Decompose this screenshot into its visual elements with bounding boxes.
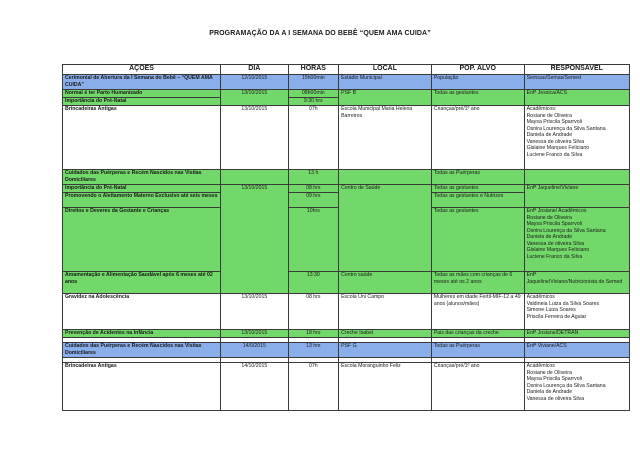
cell-horas: 08 hrs <box>288 294 339 330</box>
column-header-dia: DIA <box>221 65 288 75</box>
cell-responsavel: Enfª Jaqueline/Viviane/Nutricionista de Semed <box>524 272 629 294</box>
schedule-table <box>62 64 630 411</box>
cell-acao: Brincadeiras Antigas <box>63 363 221 411</box>
cell-local: PSF B <box>339 90 432 106</box>
cell-dia: 13/10/2015 <box>221 90 288 106</box>
cell-local <box>339 170 432 185</box>
cell-dia: 13/10/2015 <box>221 106 288 170</box>
cell-horas: 07h <box>288 106 339 170</box>
cell-pop-alvo: Crianças/pré/1º ano <box>431 106 524 170</box>
page-title: PROGRAMAÇÃO DA A I SEMANA DO BEBÊ “QUEM AMA CUIDA” <box>209 30 431 37</box>
cell-acao: Direitos e Deveres da Gestante e Crianças <box>63 208 221 272</box>
cell-dia: 13/10/2015 <box>221 330 288 338</box>
cell-responsavel: Enfª Jaqueline/Viviane <box>524 185 629 208</box>
cell-acao: Brincadeiras Antigas <box>63 106 221 170</box>
table-row <box>63 294 630 330</box>
column-header-pop-alvo: POP. ALVO <box>431 65 524 75</box>
table-row <box>63 90 630 98</box>
cell-horas: 15h00min <box>288 75 339 90</box>
cell-pop-alvo: Todas as gestantes <box>431 208 524 272</box>
cell-responsavel: Enfª Josiane/DETRAN <box>524 330 629 338</box>
cell-acao: Normal é ter Parto Humanizado <box>63 90 221 98</box>
cell-local: Creche Isabel <box>339 330 432 338</box>
cell-local: Centro saúde <box>339 272 432 294</box>
cell-local: Escola Uni Campo <box>339 294 432 330</box>
cell-responsavel: Enfª Josiane/ Acadêmicos Rosiane de Oliveira Maysa Priscila Sparrvoli Osnira Lourença da Silva Santana Daniela de Andrade Vanessa de oliveira Silva Gislaine Marques Feliciano Luciene Franco da Silva <box>524 208 629 272</box>
cell-acao: Gravidez na Adolescência <box>63 294 221 330</box>
cell-pop-alvo: Todas as gestantes e Nutrizes <box>431 193 524 208</box>
cell-acao: Cuidados das Puérperas e Recém Nascidos nas Visitas Domiciliares <box>63 170 221 185</box>
cell-pop-alvo: Todas as Puérperas <box>431 343 524 358</box>
cell-horas: 07h <box>288 363 339 411</box>
cell-dia: 13/10/2015 <box>221 185 288 294</box>
cell-acao: Amamentação e Alimentação Saudável após 6 meses até 02 anos <box>63 272 221 294</box>
table-row <box>63 330 630 338</box>
cell-horas: 13 hrs <box>288 343 339 358</box>
table-header-row <box>63 65 630 75</box>
table-row <box>63 343 630 358</box>
cell-responsavel: Enfª Viviane/ACS <box>524 343 629 358</box>
cell-responsavel: Acadêmicos Valdineia Luiza da Silva Soares Simone Luiza Soares Priscila Ferreira de Aguiar <box>524 294 629 330</box>
cell-local: Estádio Municipal <box>339 75 432 90</box>
cell-horas: 09 hrs <box>288 193 339 208</box>
cell-dia: 14/10/2015 <box>221 363 288 411</box>
cell-local: PSF G <box>339 343 432 358</box>
cell-acao: Promovendo o Aleitamento Materno Exclusivo até seis meses <box>63 193 221 208</box>
cell-pop-alvo: Todas as gestantes <box>431 185 524 193</box>
cell-local: Escola Municipal Maria Helena Barreiros <box>339 106 432 170</box>
cell-responsavel <box>524 170 629 185</box>
cell-horas: 13 h <box>288 170 339 185</box>
cell-local: Centro de Saúde <box>339 185 432 272</box>
table-row <box>63 106 630 170</box>
column-header-acoes: AÇÕES <box>63 65 221 75</box>
cell-horas: 9:30 hrs <box>288 98 339 106</box>
cell-responsavel: Enfª Jessica/ACS <box>524 90 629 106</box>
cell-pop-alvo: Todas as Puérperas <box>431 170 524 185</box>
cell-pop-alvo: Crianças/pré/1º ano <box>431 363 524 411</box>
cell-acao: Cerimonial de Abertura da I Semana do Bebê – “QUEM AMA CUIDA” <box>63 75 221 90</box>
table-row <box>63 363 630 411</box>
cell-horas: 08 hrs <box>288 185 339 193</box>
cell-acao: Importância do Pré-Natal <box>63 98 221 106</box>
column-header-local: LOCAL <box>339 65 432 75</box>
cell-responsavel: Acadêmicos Rosiane de Oliveira Maysa Priscila Sparrvoli Osnira Lourença da Silva Santana Daniela de Andrade Vanessa de oliveira Silva <box>524 363 629 411</box>
cell-pop-alvo: Todas as mães com crianças de 6 meses até os 2 anos <box>431 272 524 294</box>
column-header-horas: HORAS <box>288 65 339 75</box>
cell-horas: 18 hrs <box>288 330 339 338</box>
cell-responsavel: Semsau/Semas/Semed <box>524 75 629 90</box>
cell-pop-alvo: População <box>431 75 524 90</box>
cell-acao: Prevenção de Acidentes na Infância <box>63 330 221 338</box>
cell-pop-alvo: Todas as gestantes <box>431 90 524 106</box>
cell-horas: 10hrs <box>288 208 339 272</box>
cell-acao: Importância do Pré-Natal <box>63 185 221 193</box>
cell-horas: 08h00min <box>288 90 339 98</box>
cell-acao: Cuidados das Puérperas e Recém Nascidos nas Visitas Domiciliares <box>63 343 221 358</box>
table-row <box>63 75 630 90</box>
cell-dia: 12/10/2015 <box>221 75 288 90</box>
cell-dia <box>221 170 288 185</box>
cell-pop-alvo: Mulheres em idade Fertil-MIF-12 a 49 anos (alunos/mães) <box>431 294 524 330</box>
table-row <box>63 185 630 193</box>
cell-dia: 13/10/2015 <box>221 294 288 330</box>
cell-dia: 14/0/2015 <box>221 343 288 358</box>
table-row <box>63 170 630 185</box>
cell-responsavel: Acadêmicos: Rosiane de Oliveira Maysa Priscila Sparrvoli Osnira Lourença da Silva Santana Daniela de Andrade Vanessa de oliveira Silva Gislaine Marques Feliciano Luciene Franco da Silva <box>524 106 629 170</box>
cell-local: Escola Moranguinho Feliz <box>339 363 432 411</box>
cell-horas: 13:30 <box>288 272 339 294</box>
cell-pop-alvo: Pais das crianças da creche <box>431 330 524 338</box>
column-header-responsavel: RESPONSAVEL <box>524 65 629 75</box>
table-row <box>63 272 630 294</box>
